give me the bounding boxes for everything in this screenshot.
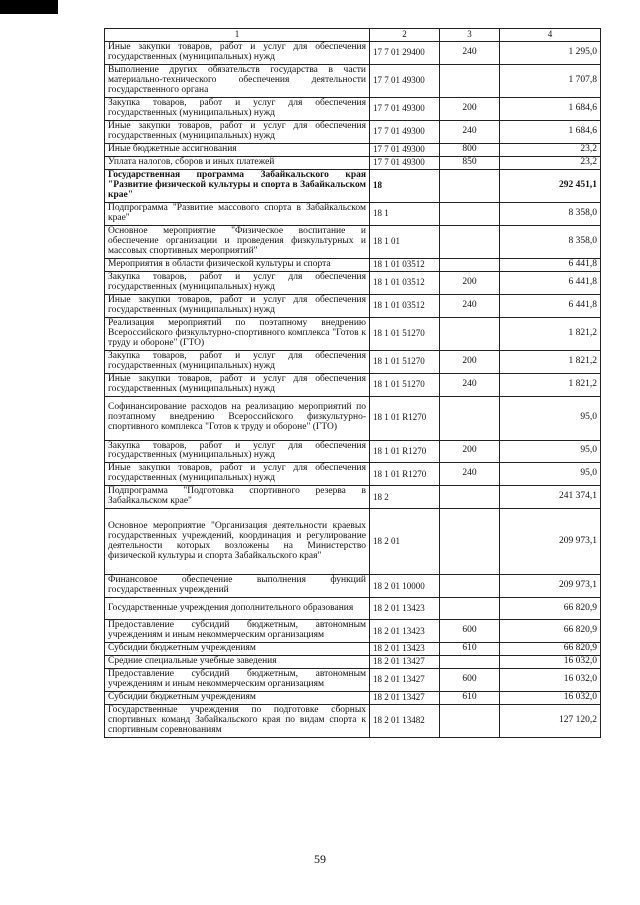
row-amount: 292 451,1 bbox=[500, 169, 601, 202]
row-code: 18 1 01 03512 bbox=[370, 271, 440, 294]
row-code: 18 1 bbox=[370, 202, 440, 225]
row-expense-type: 850 bbox=[440, 156, 500, 169]
table-row bbox=[105, 202, 601, 225]
table-row bbox=[105, 598, 601, 620]
row-amount: 66 820,9 bbox=[500, 620, 601, 643]
table-row bbox=[105, 656, 601, 669]
row-expense-type: 200 bbox=[440, 271, 500, 294]
table-row bbox=[105, 225, 601, 258]
row-amount: 1 821,2 bbox=[500, 373, 601, 396]
table-row bbox=[105, 271, 601, 294]
row-amount: 6 441,8 bbox=[500, 258, 601, 271]
row-expense-type bbox=[440, 317, 500, 350]
row-amount: 1 821,2 bbox=[500, 350, 601, 373]
scan-corner-mark bbox=[0, 0, 58, 14]
row-expense-type bbox=[440, 509, 500, 575]
table-row bbox=[105, 97, 601, 120]
header-col-2: 2 bbox=[370, 29, 440, 42]
row-code: 18 1 01 51270 bbox=[370, 373, 440, 396]
row-name: Подпрограмма "Развитие массового спорта в Забайкальском крае" bbox=[105, 202, 370, 225]
row-code: 17 7 01 49300 bbox=[370, 156, 440, 169]
table-row bbox=[105, 143, 601, 156]
table-row bbox=[105, 258, 601, 271]
row-code: 18 2 bbox=[370, 486, 440, 509]
table-row bbox=[105, 373, 601, 396]
table-row bbox=[105, 486, 601, 509]
row-name: Основное мероприятие "Физическое воспитание и обеспечение организации и проведения физкультурных и массовых спортивных мероприятий" bbox=[105, 225, 370, 258]
row-expense-type: 200 bbox=[440, 350, 500, 373]
row-code: 18 2 01 13427 bbox=[370, 692, 440, 705]
row-amount: 127 120,2 bbox=[500, 705, 601, 738]
row-name: Закупка товаров, работ и услуг для обеспечения государственных (муниципальных) нужд bbox=[105, 97, 370, 120]
row-code: 18 2 01 13423 bbox=[370, 598, 440, 620]
row-code: 18 1 01 03512 bbox=[370, 258, 440, 271]
table-row bbox=[105, 692, 601, 705]
row-expense-type: 610 bbox=[440, 643, 500, 656]
row-expense-type bbox=[440, 169, 500, 202]
row-code: 17 7 01 49300 bbox=[370, 97, 440, 120]
row-code: 18 1 01 R1270 bbox=[370, 463, 440, 486]
row-amount: 23,2 bbox=[500, 143, 601, 156]
table-row bbox=[105, 64, 601, 97]
table-row bbox=[105, 509, 601, 575]
row-name: Иные закупки товаров, работ и услуг для обеспечения государственных (муниципальных) нужд bbox=[105, 120, 370, 143]
row-code: 18 2 01 13423 bbox=[370, 643, 440, 656]
row-expense-type: 200 bbox=[440, 97, 500, 120]
row-code: 18 2 01 10000 bbox=[370, 575, 440, 598]
row-amount: 241 374,1 bbox=[500, 486, 601, 509]
row-code: 18 1 01 51270 bbox=[370, 317, 440, 350]
row-name: Выполнение других обязательств государства в части материально-технического обеспечения деятельности государственного органа bbox=[105, 64, 370, 97]
row-expense-type: 240 bbox=[440, 294, 500, 317]
row-code: 18 2 01 13423 bbox=[370, 620, 440, 643]
row-code: 18 bbox=[370, 169, 440, 202]
row-expense-type bbox=[440, 225, 500, 258]
row-amount: 8 358,0 bbox=[500, 225, 601, 258]
table-row bbox=[105, 169, 601, 202]
header-col-4: 4 bbox=[500, 29, 601, 42]
table-row bbox=[105, 669, 601, 692]
row-name: Иные закупки товаров, работ и услуг для обеспечения государственных (муниципальных) нужд bbox=[105, 42, 370, 65]
row-amount: 95,0 bbox=[500, 396, 601, 440]
row-name: Иные бюджетные ассигнования bbox=[105, 143, 370, 156]
row-amount: 23,2 bbox=[500, 156, 601, 169]
row-code: 17 7 01 49300 bbox=[370, 120, 440, 143]
row-amount: 1 821,2 bbox=[500, 317, 601, 350]
row-amount: 209 973,1 bbox=[500, 575, 601, 598]
row-code: 17 7 01 49300 bbox=[370, 64, 440, 97]
budget-table bbox=[104, 28, 601, 738]
table-row bbox=[105, 42, 601, 65]
table-row bbox=[105, 463, 601, 486]
row-name: Субсидии бюджетным учреждениям bbox=[105, 692, 370, 705]
row-amount: 95,0 bbox=[500, 463, 601, 486]
row-name: Предоставление субсидий бюджетным, автономным учреждениям и иным некоммерческим организациям bbox=[105, 669, 370, 692]
row-code: 18 1 01 bbox=[370, 225, 440, 258]
row-expense-type: 240 bbox=[440, 42, 500, 65]
table-row bbox=[105, 317, 601, 350]
row-name: Субсидии бюджетным учреждениям bbox=[105, 643, 370, 656]
row-name: Иные закупки товаров, работ и услуг для обеспечения государственных (муниципальных) нужд bbox=[105, 463, 370, 486]
row-amount: 1 684,6 bbox=[500, 120, 601, 143]
row-amount: 16 032,0 bbox=[500, 669, 601, 692]
row-name: Средние специальные учебные заведения bbox=[105, 656, 370, 669]
row-name: Основное мероприятие "Организация деятельности краевых государственных учреждений, координация и регулирование деятельности которых возложены на Министерство физической культуры и спорта Забайкальского края" bbox=[105, 509, 370, 575]
row-code: 17 7 01 49300 bbox=[370, 143, 440, 156]
row-code: 18 2 01 13427 bbox=[370, 656, 440, 669]
row-expense-type: 600 bbox=[440, 620, 500, 643]
row-expense-type: 240 bbox=[440, 463, 500, 486]
row-name: Закупка товаров, работ и услуг для обеспечения государственных (муниципальных) нужд bbox=[105, 440, 370, 463]
row-expense-type: 600 bbox=[440, 669, 500, 692]
table-row bbox=[105, 705, 601, 738]
table-row bbox=[105, 294, 601, 317]
row-name: Предоставление субсидий бюджетным, автономным учреждениям и иным некоммерческим организациям bbox=[105, 620, 370, 643]
header-col-1: 1 bbox=[105, 29, 370, 42]
row-amount: 16 032,0 bbox=[500, 656, 601, 669]
row-expense-type bbox=[440, 64, 500, 97]
row-amount: 16 032,0 bbox=[500, 692, 601, 705]
row-name: Подпрограмма "Подготовка спортивного резерва в Забайкальском крае" bbox=[105, 486, 370, 509]
row-amount: 6 441,8 bbox=[500, 294, 601, 317]
row-expense-type: 240 bbox=[440, 120, 500, 143]
row-name: Финансовое обеспечение выполнения функций государственных учреждений bbox=[105, 575, 370, 598]
row-code: 18 1 01 51270 bbox=[370, 350, 440, 373]
page-number: 59 bbox=[314, 852, 326, 866]
row-code: 18 1 01 R1270 bbox=[370, 440, 440, 463]
table-row bbox=[105, 440, 601, 463]
row-amount: 95,0 bbox=[500, 440, 601, 463]
row-code: 18 1 01 03512 bbox=[370, 294, 440, 317]
table-row bbox=[105, 396, 601, 440]
table-row bbox=[105, 643, 601, 656]
table-row bbox=[105, 575, 601, 598]
table-row bbox=[105, 350, 601, 373]
row-name: Софинансирование расходов на реализацию мероприятий по поэтапному внедрению Всероссийского физкультурно-спортивного комплекса "Готов к труду и обороне" (ГТО) bbox=[105, 396, 370, 440]
table-row bbox=[105, 120, 601, 143]
row-amount: 6 441,8 bbox=[500, 271, 601, 294]
row-expense-type bbox=[440, 202, 500, 225]
row-code: 18 2 01 bbox=[370, 509, 440, 575]
row-amount: 1 707,8 bbox=[500, 64, 601, 97]
row-expense-type bbox=[440, 396, 500, 440]
row-name: Иные закупки товаров, работ и услуг для обеспечения государственных (муниципальных) нужд bbox=[105, 294, 370, 317]
row-code: 18 2 01 13482 bbox=[370, 705, 440, 738]
row-code: 18 1 01 R1270 bbox=[370, 396, 440, 440]
row-expense-type bbox=[440, 598, 500, 620]
row-expense-type bbox=[440, 705, 500, 738]
row-name: Государственная программа Забайкальского края "Развитие физической культуры и спорта в Забайкальском крае" bbox=[105, 169, 370, 202]
row-amount: 1 684,6 bbox=[500, 97, 601, 120]
row-name: Закупка товаров, работ и услуг для обеспечения государственных (муниципальных) нужд bbox=[105, 350, 370, 373]
row-amount: 8 358,0 bbox=[500, 202, 601, 225]
table-row bbox=[105, 620, 601, 643]
row-name: Мероприятия в области физической культуры и спорта bbox=[105, 258, 370, 271]
row-name: Уплата налогов, сборов и иных платежей bbox=[105, 156, 370, 169]
row-name: Закупка товаров, работ и услуг для обеспечения государственных (муниципальных) нужд bbox=[105, 271, 370, 294]
row-name: Государственные учреждения дополнительного образования bbox=[105, 598, 370, 620]
row-amount: 66 820,9 bbox=[500, 643, 601, 656]
row-expense-type: 240 bbox=[440, 373, 500, 396]
row-amount: 66 820,9 bbox=[500, 598, 601, 620]
row-expense-type bbox=[440, 486, 500, 509]
row-expense-type bbox=[440, 656, 500, 669]
row-code: 18 2 01 13427 bbox=[370, 669, 440, 692]
row-name: Иные закупки товаров, работ и услуг для обеспечения государственных (муниципальных) нужд bbox=[105, 373, 370, 396]
row-name: Реализация мероприятий по поэтапному внедрению Всероссийского физкультурно-спортивного комплекса "Готов к труду и обороне" (ГТО) bbox=[105, 317, 370, 350]
header-col-3: 3 bbox=[440, 29, 500, 42]
row-expense-type bbox=[440, 258, 500, 271]
row-expense-type: 800 bbox=[440, 143, 500, 156]
row-expense-type: 200 bbox=[440, 440, 500, 463]
table-row bbox=[105, 156, 601, 169]
row-name: Государственные учреждения по подготовке сборных спортивных команд Забайкальского края по видам спорта к спортивным соревнованиям bbox=[105, 705, 370, 738]
row-amount: 209 973,1 bbox=[500, 509, 601, 575]
row-expense-type bbox=[440, 575, 500, 598]
row-expense-type: 610 bbox=[440, 692, 500, 705]
row-code: 17 7 01 29400 bbox=[370, 42, 440, 65]
table-header-row bbox=[105, 29, 601, 42]
row-amount: 1 295,0 bbox=[500, 42, 601, 65]
